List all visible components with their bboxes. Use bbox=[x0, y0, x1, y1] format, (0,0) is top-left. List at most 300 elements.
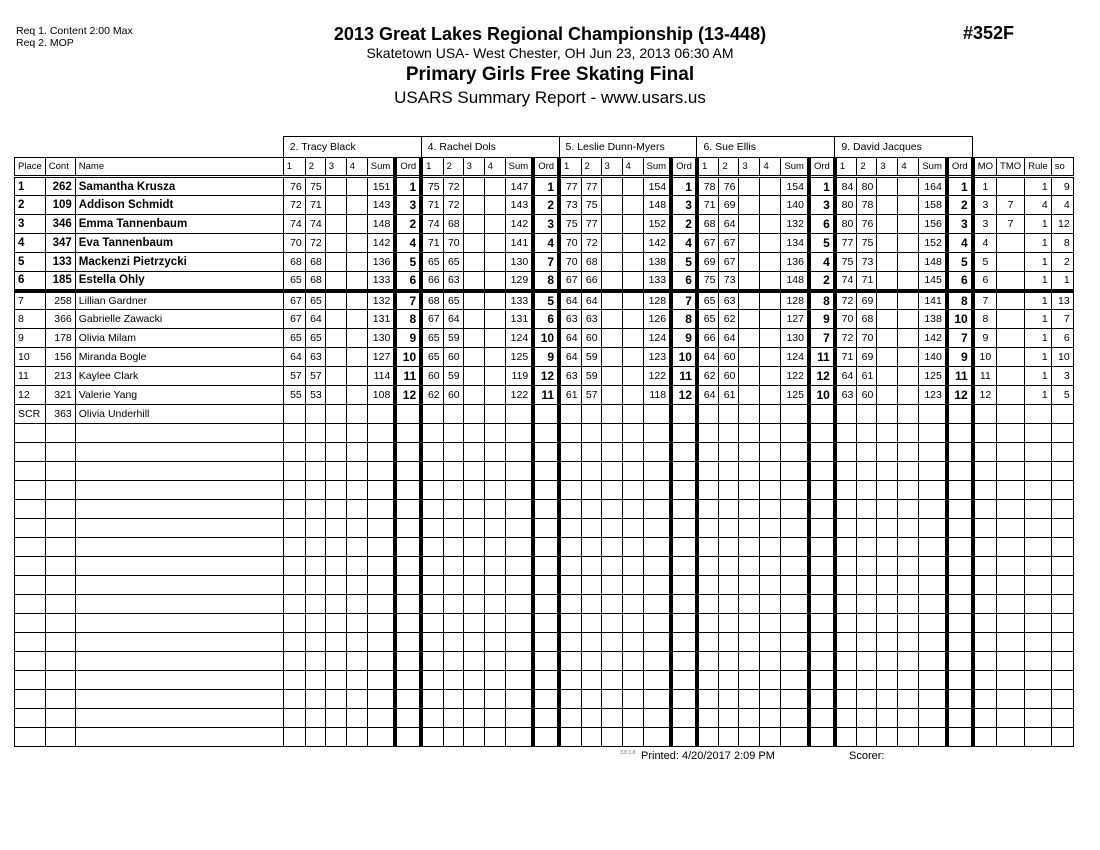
score-cell: 63 bbox=[719, 291, 739, 310]
col-place: Place bbox=[15, 158, 46, 177]
empty-cell bbox=[857, 481, 877, 500]
ordinal-cell: 2 bbox=[809, 272, 835, 291]
score-cell bbox=[739, 386, 760, 405]
score-cell: 72 bbox=[443, 177, 463, 196]
score-cell bbox=[325, 348, 346, 367]
sum-cell: 108 bbox=[367, 386, 395, 405]
ordinal-cell: 1 bbox=[671, 177, 697, 196]
empty-cell bbox=[643, 538, 671, 557]
empty-cell bbox=[997, 614, 1025, 633]
cont-cell: 156 bbox=[45, 348, 75, 367]
report-name: USARS Summary Report - www.usars.us bbox=[394, 88, 706, 107]
empty-cell bbox=[760, 595, 781, 614]
score-cell bbox=[601, 177, 622, 196]
empty-cell bbox=[601, 652, 622, 671]
empty-cell bbox=[15, 690, 46, 709]
empty-cell bbox=[559, 576, 581, 595]
empty-cell bbox=[877, 424, 898, 443]
so-cell: 8 bbox=[1051, 234, 1073, 253]
empty-cell bbox=[1025, 633, 1052, 652]
score-cell bbox=[601, 291, 622, 310]
empty-cell bbox=[760, 652, 781, 671]
empty-cell bbox=[809, 690, 835, 709]
empty-cell bbox=[533, 709, 559, 728]
score-cell: 70 bbox=[559, 253, 581, 272]
empty-cell bbox=[1051, 728, 1073, 747]
empty-cell bbox=[739, 519, 760, 538]
empty-cell bbox=[559, 557, 581, 576]
empty-cell bbox=[643, 481, 671, 500]
sum-cell: 148 bbox=[367, 215, 395, 234]
sum-cell: 154 bbox=[781, 177, 809, 196]
skater-name: Samantha Krusza bbox=[75, 177, 283, 196]
empty-cell bbox=[367, 595, 395, 614]
score-cell bbox=[601, 310, 622, 329]
score-cell bbox=[346, 196, 367, 215]
empty-cell bbox=[533, 614, 559, 633]
empty-cell bbox=[346, 500, 367, 519]
empty-cell bbox=[809, 614, 835, 633]
ordinal-cell: 10 bbox=[809, 386, 835, 405]
empty-cell bbox=[346, 538, 367, 557]
ordinal-cell: 3 bbox=[671, 196, 697, 215]
col-judge-4: 4 bbox=[898, 158, 919, 177]
empty-cell bbox=[395, 500, 421, 519]
ordinal-cell: 3 bbox=[395, 196, 421, 215]
skater-name: Eva Tannenbaum bbox=[75, 234, 283, 253]
skater-name: Emma Tannenbaum bbox=[75, 215, 283, 234]
empty-cell bbox=[622, 538, 643, 557]
sum-cell: 126 bbox=[643, 310, 671, 329]
empty-cell bbox=[463, 652, 484, 671]
tmo-cell bbox=[997, 386, 1025, 405]
blank-cell bbox=[15, 137, 284, 158]
empty-cell bbox=[283, 633, 305, 652]
empty-cell bbox=[45, 424, 75, 443]
empty-cell bbox=[719, 538, 739, 557]
empty-cell bbox=[75, 462, 283, 481]
empty-cell bbox=[421, 500, 443, 519]
empty-cell bbox=[760, 690, 781, 709]
sum-cell: 142 bbox=[367, 234, 395, 253]
place-cell: 5 bbox=[15, 253, 46, 272]
score-cell: 65 bbox=[421, 348, 443, 367]
sum-cell: 156 bbox=[919, 215, 947, 234]
judge-name: 9. David Jacques bbox=[835, 137, 973, 158]
empty-cell bbox=[443, 557, 463, 576]
empty-cell bbox=[643, 595, 671, 614]
empty-cell bbox=[15, 709, 46, 728]
score-cell bbox=[346, 234, 367, 253]
empty-cell bbox=[75, 595, 283, 614]
skater-name: Addison Schmidt bbox=[75, 196, 283, 215]
empty-cell bbox=[739, 538, 760, 557]
empty-cell bbox=[505, 595, 533, 614]
empty-cell bbox=[857, 424, 877, 443]
col-judge-ord: Ord bbox=[809, 158, 835, 177]
score-cell bbox=[877, 310, 898, 329]
empty-cell bbox=[643, 614, 671, 633]
empty-cell bbox=[283, 652, 305, 671]
empty-cell bbox=[75, 614, 283, 633]
score-cell: 73 bbox=[857, 253, 877, 272]
empty-cell bbox=[581, 557, 601, 576]
empty-cell bbox=[781, 500, 809, 519]
rule-cell: 1 bbox=[1025, 234, 1052, 253]
score-cell bbox=[739, 348, 760, 367]
empty-cell bbox=[395, 690, 421, 709]
empty-cell bbox=[739, 443, 760, 462]
empty-cell bbox=[760, 481, 781, 500]
empty-cell bbox=[835, 538, 857, 557]
empty-cell bbox=[15, 614, 46, 633]
score-cell bbox=[601, 215, 622, 234]
score-cell bbox=[898, 348, 919, 367]
ordinal-cell: 10 bbox=[533, 329, 559, 348]
empty-cell bbox=[505, 500, 533, 519]
mo-cell: 12 bbox=[973, 386, 997, 405]
empty-cell bbox=[643, 462, 671, 481]
empty-cell bbox=[45, 576, 75, 595]
score-cell: 66 bbox=[421, 272, 443, 291]
empty-cell bbox=[533, 538, 559, 557]
score-cell: 78 bbox=[697, 177, 719, 196]
empty-cell bbox=[533, 424, 559, 443]
empty-cell bbox=[877, 595, 898, 614]
empty-cell bbox=[997, 633, 1025, 652]
score-cell bbox=[739, 405, 760, 424]
empty-cell bbox=[533, 728, 559, 747]
empty-cell bbox=[305, 652, 325, 671]
sum-cell: 125 bbox=[505, 348, 533, 367]
ordinal-cell: 9 bbox=[809, 310, 835, 329]
empty-cell bbox=[877, 614, 898, 633]
score-cell: 68 bbox=[421, 291, 443, 310]
empty-cell bbox=[395, 424, 421, 443]
mo-cell bbox=[973, 405, 997, 424]
ordinal-cell: 12 bbox=[947, 386, 973, 405]
mo-cell: 11 bbox=[973, 367, 997, 386]
score-cell bbox=[346, 291, 367, 310]
score-cell: 65 bbox=[305, 329, 325, 348]
empty-cell bbox=[973, 690, 997, 709]
empty-cell bbox=[484, 614, 505, 633]
sum-cell: 124 bbox=[781, 348, 809, 367]
score-cell bbox=[739, 272, 760, 291]
empty-cell bbox=[505, 462, 533, 481]
score-cell: 77 bbox=[581, 215, 601, 234]
empty-cell bbox=[973, 557, 997, 576]
empty-cell bbox=[533, 443, 559, 462]
empty-cell bbox=[835, 481, 857, 500]
col-mo: MO bbox=[973, 158, 997, 177]
score-cell: 68 bbox=[305, 272, 325, 291]
empty-cell bbox=[671, 614, 697, 633]
ordinal-cell: 7 bbox=[947, 329, 973, 348]
score-cell: 62 bbox=[697, 367, 719, 386]
empty-cell bbox=[346, 557, 367, 576]
empty-cell bbox=[15, 500, 46, 519]
empty-cell bbox=[877, 576, 898, 595]
score-cell bbox=[346, 405, 367, 424]
place-cell: 3 bbox=[15, 215, 46, 234]
empty-cell bbox=[15, 728, 46, 747]
empty-cell bbox=[898, 538, 919, 557]
score-cell: 80 bbox=[857, 177, 877, 196]
score-cell: 75 bbox=[421, 177, 443, 196]
empty-cell bbox=[346, 481, 367, 500]
empty-cell bbox=[973, 481, 997, 500]
score-cell: 75 bbox=[581, 196, 601, 215]
empty-cell bbox=[973, 614, 997, 633]
ordinal-cell bbox=[533, 405, 559, 424]
empty-cell bbox=[325, 500, 346, 519]
score-cell bbox=[739, 367, 760, 386]
empty-cell bbox=[346, 443, 367, 462]
so-cell: 2 bbox=[1051, 253, 1073, 272]
score-cell bbox=[898, 253, 919, 272]
empty-cell bbox=[622, 500, 643, 519]
empty-cell bbox=[835, 652, 857, 671]
cont-cell: 109 bbox=[45, 196, 75, 215]
empty-cell bbox=[484, 671, 505, 690]
score-cell bbox=[325, 215, 346, 234]
score-cell: 57 bbox=[283, 367, 305, 386]
empty-cell bbox=[283, 500, 305, 519]
empty-cell bbox=[643, 728, 671, 747]
empty-cell bbox=[719, 690, 739, 709]
empty-cell bbox=[45, 462, 75, 481]
tmo-cell bbox=[997, 367, 1025, 386]
empty-cell bbox=[601, 595, 622, 614]
empty-cell bbox=[75, 576, 283, 595]
judge-name: 2. Tracy Black bbox=[283, 137, 421, 158]
competition-title: 2013 Great Lakes Regional Championship (13-448) bbox=[333, 24, 767, 44]
requirement-1: Req 1. Content 2:00 Max bbox=[16, 25, 133, 37]
empty-cell bbox=[760, 538, 781, 557]
sum-cell: 134 bbox=[781, 234, 809, 253]
empty-cell bbox=[505, 424, 533, 443]
empty-cell bbox=[443, 614, 463, 633]
empty-cell bbox=[443, 481, 463, 500]
empty-cell bbox=[559, 443, 581, 462]
empty-cell bbox=[719, 424, 739, 443]
empty-cell bbox=[395, 652, 421, 671]
empty-cell bbox=[622, 595, 643, 614]
score-cell bbox=[463, 348, 484, 367]
empty-row bbox=[15, 519, 1074, 538]
empty-cell bbox=[997, 519, 1025, 538]
empty-cell bbox=[283, 481, 305, 500]
empty-cell bbox=[809, 519, 835, 538]
ordinal-cell: 5 bbox=[533, 291, 559, 310]
score-cell bbox=[325, 386, 346, 405]
empty-cell bbox=[305, 481, 325, 500]
empty-cell bbox=[919, 690, 947, 709]
ordinal-cell: 6 bbox=[533, 310, 559, 329]
sum-cell bbox=[781, 405, 809, 424]
ordinal-cell bbox=[395, 405, 421, 424]
empty-cell bbox=[505, 576, 533, 595]
empty-cell bbox=[919, 443, 947, 462]
score-cell bbox=[622, 215, 643, 234]
ordinal-cell: 9 bbox=[947, 348, 973, 367]
empty-cell bbox=[898, 633, 919, 652]
empty-cell bbox=[739, 481, 760, 500]
empty-cell bbox=[463, 424, 484, 443]
empty-cell bbox=[947, 709, 973, 728]
empty-cell bbox=[947, 462, 973, 481]
col-judge-4: 4 bbox=[484, 158, 505, 177]
empty-cell bbox=[505, 538, 533, 557]
empty-cell bbox=[877, 557, 898, 576]
empty-cell bbox=[622, 557, 643, 576]
score-cell bbox=[463, 196, 484, 215]
empty-cell bbox=[760, 462, 781, 481]
ordinal-cell: 12 bbox=[671, 386, 697, 405]
score-cell bbox=[760, 196, 781, 215]
score-cell bbox=[283, 405, 305, 424]
score-cell: 57 bbox=[581, 386, 601, 405]
empty-cell bbox=[781, 728, 809, 747]
score-cell bbox=[877, 196, 898, 215]
empty-cell bbox=[1025, 557, 1052, 576]
empty-cell bbox=[877, 728, 898, 747]
empty-cell bbox=[781, 576, 809, 595]
empty-cell bbox=[947, 671, 973, 690]
empty-cell bbox=[45, 614, 75, 633]
sum-cell: 125 bbox=[781, 386, 809, 405]
empty-row bbox=[15, 614, 1074, 633]
sum-cell: 133 bbox=[643, 272, 671, 291]
empty-cell bbox=[739, 557, 760, 576]
empty-cell bbox=[919, 500, 947, 519]
score-cell: 75 bbox=[559, 215, 581, 234]
score-cell: 61 bbox=[559, 386, 581, 405]
empty-cell bbox=[463, 443, 484, 462]
rule-cell: 1 bbox=[1025, 386, 1052, 405]
score-cell bbox=[346, 177, 367, 196]
empty-cell bbox=[739, 728, 760, 747]
empty-row bbox=[15, 424, 1074, 443]
score-cell bbox=[601, 253, 622, 272]
empty-cell bbox=[367, 481, 395, 500]
empty-cell bbox=[835, 614, 857, 633]
score-cell bbox=[463, 234, 484, 253]
empty-cell bbox=[1025, 443, 1052, 462]
empty-cell bbox=[809, 443, 835, 462]
score-cell: 77 bbox=[559, 177, 581, 196]
col-judge-3: 3 bbox=[463, 158, 484, 177]
empty-cell bbox=[809, 633, 835, 652]
empty-cell bbox=[973, 633, 997, 652]
col-judge-1: 1 bbox=[421, 158, 443, 177]
score-cell bbox=[719, 405, 739, 424]
empty-cell bbox=[484, 481, 505, 500]
col-judge-2: 2 bbox=[443, 158, 463, 177]
score-cell bbox=[463, 310, 484, 329]
tmo-cell: 7 bbox=[997, 196, 1025, 215]
empty-cell bbox=[997, 443, 1025, 462]
empty-cell bbox=[1025, 481, 1052, 500]
score-cell bbox=[857, 405, 877, 424]
empty-cell bbox=[367, 671, 395, 690]
ordinal-cell: 2 bbox=[533, 196, 559, 215]
empty-cell bbox=[505, 481, 533, 500]
score-cell bbox=[484, 253, 505, 272]
sum-cell: 125 bbox=[919, 367, 947, 386]
empty-cell bbox=[283, 690, 305, 709]
empty-cell bbox=[622, 690, 643, 709]
score-cell: 80 bbox=[835, 215, 857, 234]
empty-cell bbox=[877, 443, 898, 462]
score-cell: 71 bbox=[421, 196, 443, 215]
empty-cell bbox=[1051, 519, 1073, 538]
table-row bbox=[15, 253, 1074, 272]
score-cell: 80 bbox=[835, 196, 857, 215]
empty-cell bbox=[305, 595, 325, 614]
empty-cell bbox=[781, 443, 809, 462]
empty-cell bbox=[947, 557, 973, 576]
col-cont: Cont bbox=[45, 158, 75, 177]
empty-cell bbox=[781, 462, 809, 481]
empty-cell bbox=[857, 690, 877, 709]
empty-cell bbox=[898, 500, 919, 519]
empty-cell bbox=[898, 709, 919, 728]
empty-cell bbox=[559, 481, 581, 500]
empty-cell bbox=[559, 614, 581, 633]
empty-cell bbox=[484, 633, 505, 652]
sum-cell bbox=[919, 405, 947, 424]
ordinal-cell: 9 bbox=[671, 329, 697, 348]
sum-cell: 130 bbox=[367, 329, 395, 348]
empty-cell bbox=[760, 500, 781, 519]
empty-cell bbox=[346, 728, 367, 747]
table-row bbox=[15, 348, 1074, 367]
empty-cell bbox=[857, 633, 877, 652]
score-cell: 60 bbox=[443, 348, 463, 367]
col-judge-3: 3 bbox=[601, 158, 622, 177]
empty-cell bbox=[421, 443, 443, 462]
empty-cell bbox=[505, 728, 533, 747]
empty-cell bbox=[559, 728, 581, 747]
empty-cell bbox=[463, 709, 484, 728]
table-row bbox=[15, 310, 1074, 329]
empty-cell bbox=[325, 481, 346, 500]
ordinal-cell: 4 bbox=[533, 234, 559, 253]
score-cell: 75 bbox=[835, 253, 857, 272]
score-cell bbox=[760, 215, 781, 234]
score-cell: 63 bbox=[581, 310, 601, 329]
col-judge-3: 3 bbox=[739, 158, 760, 177]
empty-cell bbox=[305, 500, 325, 519]
empty-cell bbox=[505, 671, 533, 690]
ordinal-cell: 9 bbox=[533, 348, 559, 367]
empty-cell bbox=[45, 595, 75, 614]
scorer-label: Scorer: bbox=[849, 750, 885, 762]
score-cell: 67 bbox=[421, 310, 443, 329]
empty-cell bbox=[325, 652, 346, 671]
empty-cell bbox=[947, 481, 973, 500]
empty-cell bbox=[1025, 652, 1052, 671]
score-cell: 76 bbox=[283, 177, 305, 196]
empty-cell bbox=[45, 709, 75, 728]
printed-timestamp: Printed: 4/20/2017 2:09 PM bbox=[641, 750, 775, 762]
score-cell bbox=[346, 310, 367, 329]
empty-cell bbox=[643, 557, 671, 576]
empty-row bbox=[15, 652, 1074, 671]
score-cell: 63 bbox=[559, 310, 581, 329]
